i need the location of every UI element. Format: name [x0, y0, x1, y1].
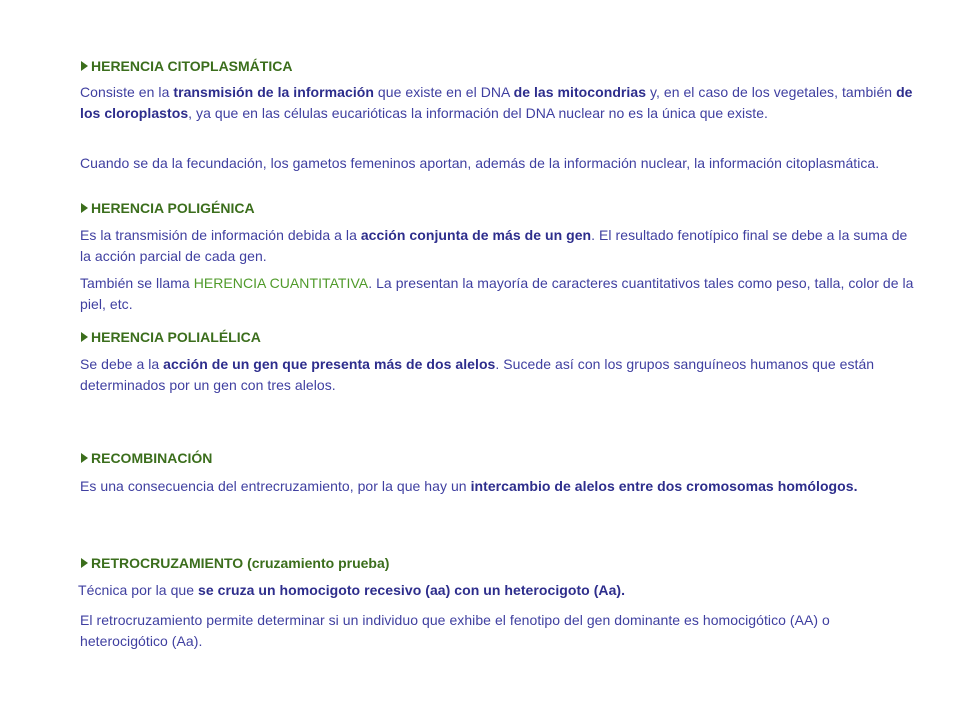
- paragraph-retrocruzamiento-1: [78, 580, 918, 601]
- arrow-bullet-icon: [81, 558, 88, 568]
- heading-text: HERENCIA POLIALÉLICA: [91, 329, 261, 345]
- bold-term: de las mitocondrias: [513, 84, 647, 100]
- heading-text: RETROCRUZAMIENTO (cruzamiento prueba): [91, 555, 390, 571]
- bold-term: de los cloroplastos: [80, 84, 913, 121]
- paragraph-poligenica-2: [80, 273, 920, 315]
- heading-polialelica: [80, 328, 261, 346]
- heading-text: HERENCIA CITOPLASMÁTICA: [91, 58, 293, 74]
- text-run: Se debe a la: [80, 356, 164, 372]
- heading-poligenica: [80, 199, 255, 217]
- text-run: que existe en el DNA: [373, 84, 514, 100]
- heading-retrocruzamiento: [80, 554, 389, 572]
- arrow-bullet-icon: [81, 61, 88, 71]
- text-run: , ya que en las células eucarióticas la información del DNA nuclear no es la única que existe.: [188, 105, 768, 121]
- paragraph-recombinacion-1: [80, 476, 920, 497]
- heading-citoplasmatica: [80, 57, 292, 75]
- bold-term: se cruza un homocigoto recesivo (aa) con un heterocigoto (Aa).: [198, 582, 626, 598]
- poligenica-p2-prefix: También se llama: [80, 275, 194, 291]
- arrow-bullet-icon: [81, 453, 88, 463]
- text-run: . El resultado fenotípico final se debe a la suma de la acción parcial de cada gen.: [80, 227, 908, 264]
- arrow-bullet-icon: [81, 332, 88, 342]
- text-run: . Sucede así con los grupos sanguíneos humanos que están determinados por un gen con tres alelos.: [80, 356, 875, 393]
- bold-term: acción de un gen que presenta más de dos alelos: [163, 356, 496, 372]
- paragraph-poligenica-1: [80, 225, 920, 267]
- heading-recombinacion: [80, 449, 212, 467]
- text-run: y, en el caso de los vegetales, también: [646, 84, 897, 100]
- paragraph-retrocruzamiento-2: El retrocruzamiento permite determinar si un individuo que exhibe el fenotipo del gen dominante es homocigótico (AA) o heterocigótico (Aa).: [80, 612, 830, 649]
- heading-text: HERENCIA POLIGÉNICA: [91, 200, 255, 216]
- paragraph-citoplasmatica-1: [80, 82, 920, 124]
- arrow-bullet-icon: [81, 203, 88, 213]
- bold-term: intercambio de alelos entre dos cromosomas homólogos.: [470, 478, 858, 494]
- herencia-cuantitativa-term: HERENCIA CUANTITATIVA: [193, 275, 369, 291]
- text-run: Técnica por la que: [78, 582, 199, 598]
- poligenica-p2-suffix: . La presentan la mayoría de caracteres cuantitativos tales como peso, talla, color de la piel, etc.: [80, 275, 914, 312]
- paragraph-citoplasmatica-2: Cuando se da la fecundación, los gametos femeninos aportan, además de la información nuclear, la información citoplasmática.: [80, 155, 880, 171]
- text-run: Es una consecuencia del entrecruzamiento, por la que hay un: [80, 478, 471, 494]
- paragraph-polialelica-1: [80, 354, 920, 396]
- heading-text: RECOMBINACIÓN: [91, 450, 213, 466]
- text-run: Consiste en la: [80, 84, 174, 100]
- bold-term: acción conjunta de más de un gen: [360, 227, 592, 243]
- bold-term: transmisión de la información: [173, 84, 374, 100]
- text-run: Es la transmisión de información debida a la: [80, 227, 361, 243]
